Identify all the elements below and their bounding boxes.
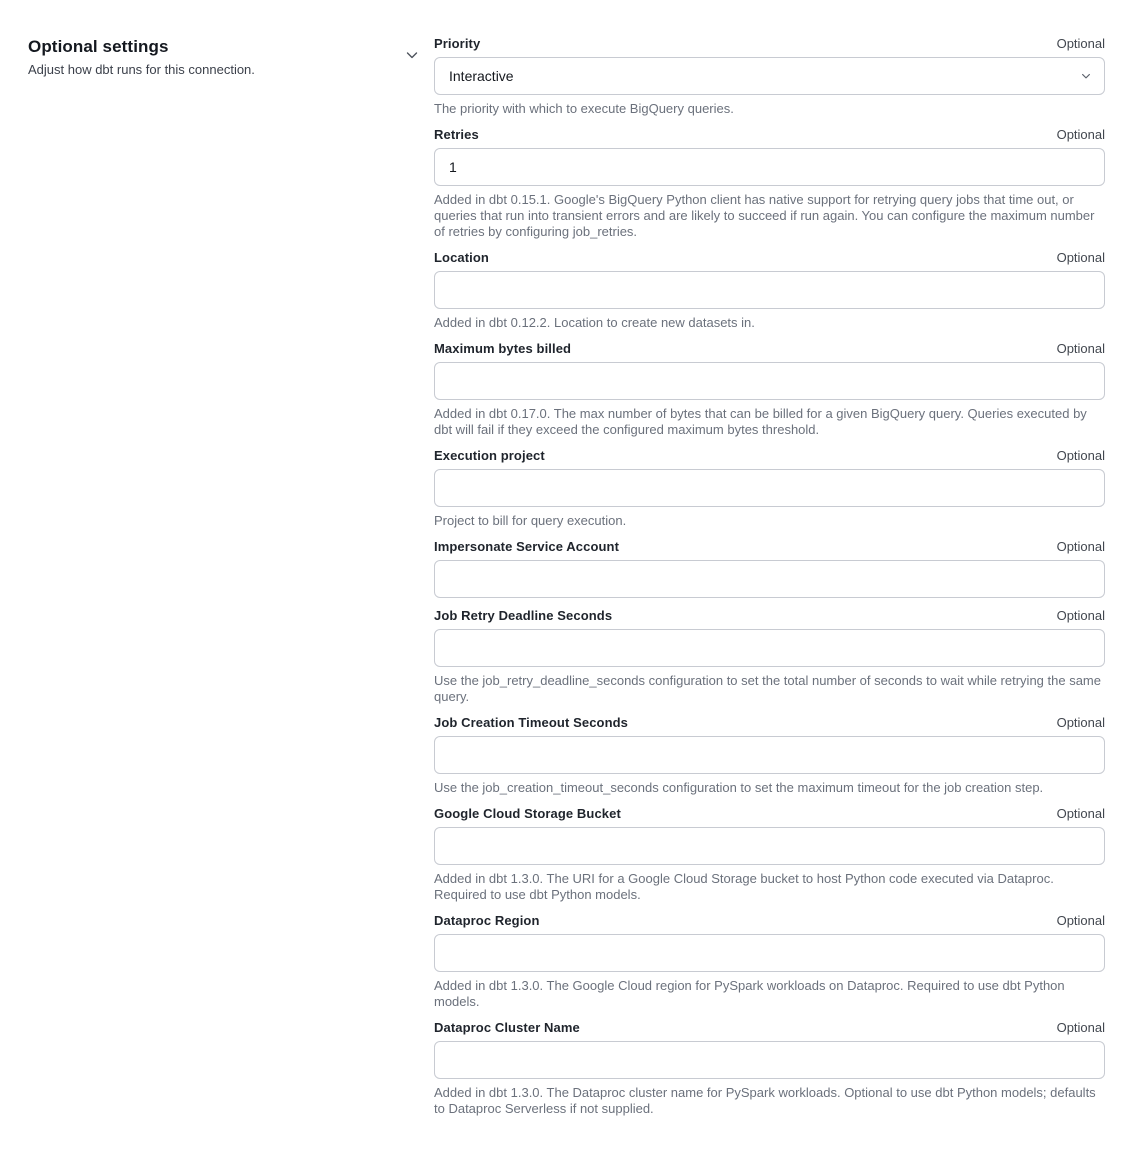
location-input[interactable] [434,271,1105,309]
field-group-google-cloud-storage-bucket [434,806,1105,903]
field-label: Retries [434,127,479,142]
field-label-row [434,448,1105,464]
field-help-text: Added in dbt 0.12.2. Location to create new datasets in. [434,315,755,330]
field-label: Google Cloud Storage Bucket [434,806,621,821]
field-label: Location [434,250,489,265]
field-control [434,1041,1105,1079]
section-info [28,36,390,78]
field-help-text: Added in dbt 0.17.0. The max number of bytes that can be billed for a given BigQuery query. Queries executed by dbt will fail if they exceed the configured maximum bytes threshold. [434,406,1087,437]
optional-badge: Optional [1056,608,1105,623]
field-help-text: Use the job_creation_timeout_seconds configuration to set the maximum timeout for the job creation step. [434,780,1044,795]
priority-select[interactable] [434,57,1105,95]
optional-badge: Optional [1056,715,1105,730]
field-label-row [434,806,1105,822]
field-group-job-creation-timeout-seconds [434,715,1105,796]
optional-badge: Optional [1056,36,1105,51]
field-control [434,271,1105,309]
optional-badge: Optional [1056,341,1105,356]
field-control [434,629,1105,667]
field-label: Priority [434,36,481,51]
field-group-dataproc-region [434,913,1105,1010]
section-toggle [390,36,434,63]
field-label-row [434,913,1105,929]
field-control [434,57,1105,95]
field-group-job-retry-deadline-seconds [434,608,1105,705]
optional-badge: Optional [1056,806,1105,821]
field-control [434,148,1105,186]
field-group-location [434,250,1105,331]
field-label: Job Retry Deadline Seconds [434,608,613,623]
field-label: Dataproc Region [434,913,540,928]
settings-form [434,36,1105,1127]
retries-input[interactable] [434,148,1105,186]
field-group-priority [434,36,1105,117]
optional-badge: Optional [1056,1020,1105,1035]
impersonate-service-account-input[interactable] [434,560,1105,598]
dataproc-region-input[interactable] [434,934,1105,972]
field-group-retries [434,127,1105,240]
optional-badge: Optional [1056,250,1105,265]
field-help-text: The priority with which to execute BigQuery queries. [434,101,734,116]
field-label-row [434,341,1105,357]
field-control [434,362,1105,400]
field-control [434,736,1105,774]
field-group-impersonate-service-account [434,539,1105,598]
field-label: Maximum bytes billed [434,341,572,356]
field-group-execution-project [434,448,1105,529]
field-help-text: Added in dbt 1.3.0. The Google Cloud region for PySpark workloads on Dataproc. Required to use dbt Python models. [434,978,1065,1009]
field-control [434,827,1105,865]
optional-badge: Optional [1056,127,1105,142]
execution-project-input[interactable] [434,469,1105,507]
field-group-dataproc-cluster-name [434,1020,1105,1117]
dataproc-cluster-name-input[interactable] [434,1041,1105,1079]
google-cloud-storage-bucket-input[interactable] [434,827,1105,865]
field-help-text: Project to bill for query execution. [434,513,627,528]
field-label-row [434,539,1105,555]
field-control [434,560,1105,598]
job-retry-deadline-seconds-input[interactable] [434,629,1105,667]
field-label: Job Creation Timeout Seconds [434,715,628,730]
optional-badge: Optional [1056,913,1105,928]
field-label-row [434,250,1105,266]
field-control [434,934,1105,972]
job-creation-timeout-seconds-input[interactable] [434,736,1105,774]
field-group-maximum-bytes-billed [434,341,1105,438]
field-help-text: Use the job_retry_deadline_seconds configuration to set the total number of seconds to wait while retrying the same query. [434,673,1101,704]
maximum-bytes-billed-input[interactable] [434,362,1105,400]
field-label: Execution project [434,448,545,463]
field-label-row [434,36,1105,52]
field-label-row [434,127,1105,143]
section-subtitle: Adjust how dbt runs for this connection. [28,62,255,77]
field-label: Impersonate Service Account [434,539,620,554]
field-label: Dataproc Cluster Name [434,1020,580,1035]
field-label-row [434,715,1105,731]
optional-badge: Optional [1056,539,1105,554]
field-help-text: Added in dbt 1.3.0. The Dataproc cluster name for PySpark workloads. Optional to use dbt Python models; defaults to Dataproc Serverless if not supplied. [434,1085,1096,1116]
chevron-down-icon[interactable] [404,47,420,63]
field-help-text: Added in dbt 0.15.1. Google's BigQuery Python client has native support for retrying query jobs that time out, or queries that run into transient errors and are likely to succeed if run again. You can configure the maximum number of retries by configuring job_retries. [434,192,1095,239]
field-label-row [434,1020,1105,1036]
optional-badge: Optional [1056,448,1105,463]
field-help-text: Added in dbt 1.3.0. The URI for a Google Cloud Storage bucket to host Python code executed via Dataproc. Required to use dbt Python models. [434,871,1054,902]
section-title: Optional settings [28,37,169,56]
field-label-row [434,608,1105,624]
field-control [434,469,1105,507]
